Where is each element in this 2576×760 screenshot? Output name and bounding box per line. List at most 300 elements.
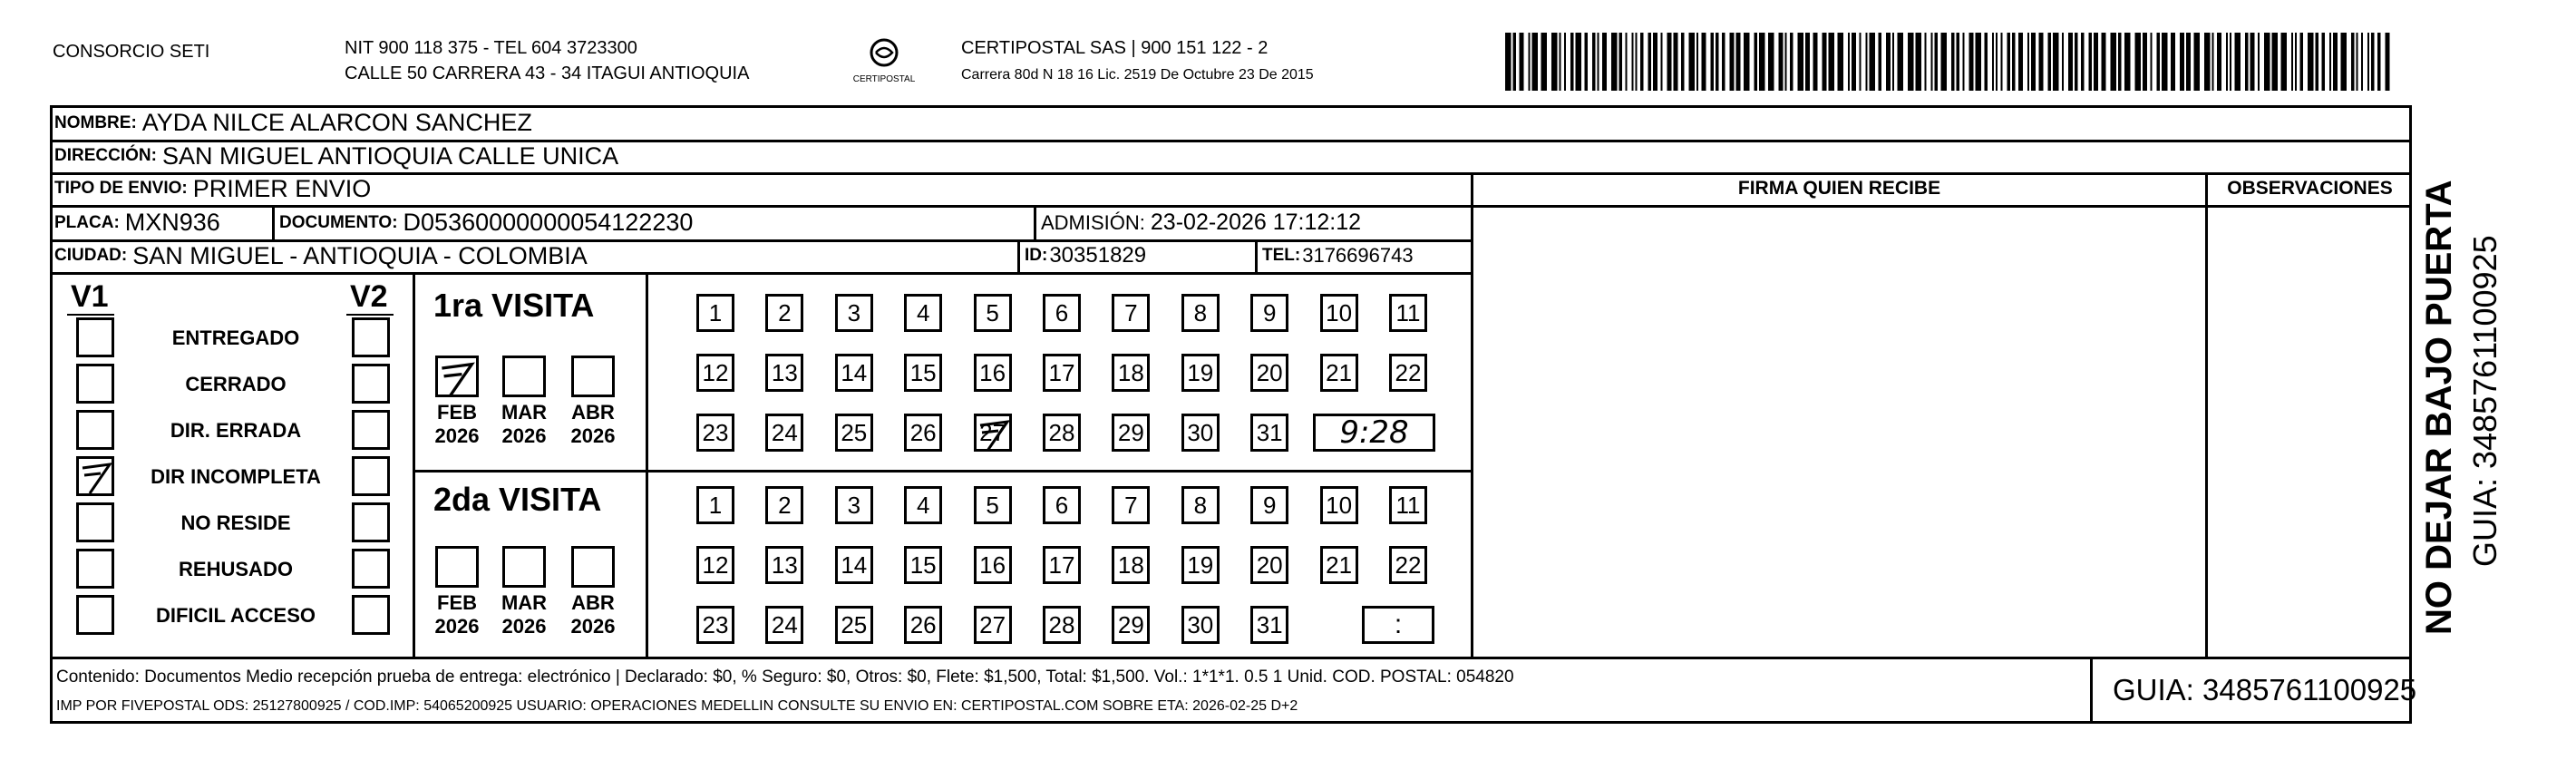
barcode-bar: [2291, 33, 2293, 91]
day-box[interactable]: [1181, 546, 1220, 584]
barcode-bar: [1632, 33, 1634, 91]
day-number: 6: [1055, 298, 1069, 326]
status-label: DIR INCOMPLETA: [151, 465, 321, 488]
day-number: 2: [778, 491, 792, 519]
barcode-bar: [1696, 33, 1698, 91]
barcode-bar: [1963, 33, 1965, 91]
recipient-name: AYDA NILCE ALARCON SANCHEZ: [141, 109, 532, 136]
barcode-bar: [1541, 33, 1548, 91]
day-box[interactable]: [1181, 354, 1220, 392]
barcode-bar: [2386, 33, 2390, 91]
month-checkbox[interactable]: [571, 546, 615, 588]
barcode-bar: [1513, 33, 1517, 91]
day-box[interactable]: [904, 606, 942, 644]
barcode-bar: [2204, 33, 2211, 91]
barcode-bar: [1992, 33, 1994, 91]
barcode-bar: [1935, 33, 1939, 91]
barcode-bar: [1866, 33, 1868, 91]
barcode-bar: [1505, 33, 1512, 91]
day-number: 26: [909, 418, 937, 446]
day-number: 29: [1117, 610, 1144, 638]
day-number: 13: [771, 551, 798, 579]
address-row: [54, 140, 618, 172]
day-number: 8: [1193, 491, 1208, 519]
barcode-bar: [1711, 33, 1715, 91]
barcode-bar: [1886, 33, 1891, 91]
barcode-bar: [2012, 33, 2016, 91]
day-number: 14: [841, 551, 868, 579]
barcode-bar: [1870, 33, 1876, 91]
first-visit-time-box[interactable]: [1313, 414, 1435, 452]
barcode-bar: [2281, 33, 2288, 91]
day-box[interactable]: [835, 486, 873, 524]
barcode-bar: [2102, 33, 2106, 91]
day-number: 10: [1326, 491, 1353, 519]
company-address: CALLE 50 CARRERA 43 - 34 ITAGUI ANTIOQUIA: [345, 63, 750, 83]
first-visit-title: 1ra VISITA: [433, 287, 595, 324]
check-mark-icon: [977, 416, 1013, 453]
day-number: 14: [841, 358, 868, 386]
barcode-bar: [1969, 33, 1974, 91]
status-v1-checkbox[interactable]: [76, 410, 114, 450]
day-box[interactable]: [835, 546, 873, 584]
day-box[interactable]: [1043, 546, 1081, 584]
barcode-bar: [1892, 33, 1894, 91]
day-number: 19: [1187, 551, 1214, 579]
barcode-bar: [2250, 33, 2255, 91]
barcode-bar: [1996, 33, 1998, 91]
day-box[interactable]: [1320, 486, 1358, 524]
day-box[interactable]: [1112, 414, 1150, 452]
day-box[interactable]: [974, 414, 1012, 452]
day-number: 31: [1256, 418, 1283, 446]
status-v2-checkbox[interactable]: [352, 410, 390, 450]
company-name: CONSORCIO SETI: [53, 42, 210, 62]
tel-value: 3176696743: [1302, 244, 1414, 267]
month-name: ABR: [571, 401, 615, 424]
barcode-bar: [2135, 33, 2142, 91]
day-number: 3: [847, 298, 861, 326]
ship-type: PRIMER ENVIO: [192, 174, 372, 202]
name-row: [54, 106, 532, 140]
barcode-bar: [1985, 33, 1988, 91]
barcode-bar: [2371, 33, 2375, 91]
day-number: 18: [1117, 551, 1144, 579]
day-box[interactable]: [1250, 294, 1288, 332]
day-box[interactable]: [696, 354, 734, 392]
barcode-bar: [2351, 33, 2355, 91]
day-box[interactable]: [1112, 354, 1150, 392]
status-v1-checkbox[interactable]: [76, 502, 114, 542]
barcode-bar: [2081, 33, 2085, 91]
barcode-bar: [1529, 33, 1531, 91]
barcode-bar: [1520, 33, 1524, 91]
city-value: SAN MIGUEL - ANTIOQUIA - COLOMBIA: [132, 241, 588, 269]
barcode-bar: [2329, 33, 2331, 91]
day-box[interactable]: [765, 354, 803, 392]
barcode-bar: [1716, 33, 1719, 91]
footer-contents: Contenido: Documentos Medio recepción prueba de entrega: electrónico | Declarado: $0, % Seguro: $0, Otros: $0, Flete: $1,500, Total: $1,500. Vol.: 1*1*1. 0.5 1 Unid. COD. POSTAL: 054820: [56, 667, 1514, 687]
barcode-bar: [2245, 33, 2249, 91]
barcode-bar: [1640, 33, 1644, 91]
status-label: ENTREGADO: [171, 326, 300, 349]
plate-cell: [54, 206, 220, 239]
status-v2-checkbox[interactable]: [352, 549, 390, 589]
day-box[interactable]: [1181, 414, 1220, 452]
day-box[interactable]: [1043, 486, 1081, 524]
tel-label: TEL:: [1262, 246, 1301, 265]
month-checkbox[interactable]: [502, 546, 546, 588]
day-box[interactable]: [696, 294, 734, 332]
day-box[interactable]: [1250, 354, 1288, 392]
day-number: 10: [1326, 298, 1353, 326]
day-number: 19: [1187, 358, 1214, 386]
day-number: 30: [1187, 418, 1214, 446]
month-label: [425, 401, 489, 448]
barcode-bar: [2322, 33, 2326, 91]
barcode-bar: [2333, 33, 2338, 91]
barcode-bar: [2151, 33, 2153, 91]
status-v1-checkbox[interactable]: [76, 317, 114, 357]
barcode-bar: [2157, 33, 2161, 91]
barcode-bar: [1976, 33, 1982, 91]
barcode-bar: [2075, 33, 2078, 91]
day-box[interactable]: [1181, 606, 1220, 644]
barcode-bar: [1813, 33, 1818, 91]
day-box[interactable]: [1389, 486, 1427, 524]
plate-value: MXN936: [124, 209, 220, 236]
status-v2-checkbox[interactable]: [352, 317, 390, 357]
carrier-name: CERTIPOSTAL SAS | 900 151 122 - 2: [961, 38, 1269, 58]
day-number: 15: [909, 358, 937, 386]
day-box[interactable]: [765, 414, 803, 452]
month-name: MAR: [501, 591, 548, 614]
ship-type-label: TIPO DE ENVIO:: [54, 179, 188, 198]
day-box[interactable]: [904, 486, 942, 524]
month-checkbox[interactable]: [435, 546, 479, 588]
side-warning: NO DEJAR BAJO PUERTA: [2419, 180, 2459, 635]
month-label: [561, 401, 625, 448]
barcode-bar: [1592, 33, 1596, 91]
month-name: FEB: [437, 591, 477, 614]
day-number: 23: [702, 610, 729, 638]
barcode-bar: [2180, 33, 2184, 91]
admission-cell: [1041, 206, 1361, 239]
id-value: 30351829: [1049, 243, 1147, 268]
status-label: DIFICIL ACCESO: [155, 604, 316, 627]
barcode-bar: [1805, 33, 1810, 91]
barcode-bar: [1619, 33, 1623, 91]
day-box[interactable]: [1043, 414, 1081, 452]
barcode-bar: [1823, 33, 1827, 91]
barcode-bar: [1838, 33, 1844, 91]
admission-value: 23-02-2026 17:12:12: [1150, 209, 1362, 235]
barcode-bar: [1860, 33, 1862, 91]
barcode-bar: [2171, 33, 2175, 91]
month-year: 2026: [434, 424, 480, 447]
day-box[interactable]: [1181, 294, 1220, 332]
day-box[interactable]: [835, 294, 873, 332]
barcode-bar: [1667, 33, 1672, 91]
day-box[interactable]: [1043, 606, 1081, 644]
barcode-bar: [2162, 33, 2168, 91]
side-guia: GUIA: 3485761100925: [2466, 235, 2503, 567]
day-number: 27: [979, 610, 1006, 638]
footer-guia: GUIA: 3485761100925: [2113, 673, 2417, 706]
day-number: 18: [1117, 358, 1144, 386]
day-box[interactable]: [974, 486, 1012, 524]
v1-header: V1: [71, 279, 109, 314]
day-box[interactable]: [904, 546, 942, 584]
day-number: 23: [702, 418, 729, 446]
month-label: [425, 591, 489, 638]
barcode-bar: [2258, 33, 2260, 91]
day-number: 17: [1048, 551, 1075, 579]
day-number: 5: [986, 298, 999, 326]
barcode-bar: [1925, 33, 1927, 91]
barcode-bar: [1768, 33, 1774, 91]
barcode-bar: [1736, 33, 1741, 91]
day-box[interactable]: [1250, 486, 1288, 524]
status-label: REHUSADO: [179, 558, 293, 580]
day-box[interactable]: [1250, 546, 1288, 584]
v2-header: V2: [350, 279, 388, 314]
day-number: 3: [847, 491, 861, 519]
company-nit: NIT 900 118 375 - TEL 604 3723300: [345, 38, 637, 58]
barcode-bar: [2367, 33, 2369, 91]
first-visit-time: 9:28: [1339, 414, 1409, 451]
barcode-bar: [1626, 33, 1628, 91]
day-number: 28: [1048, 610, 1075, 638]
barcode-bar: [2031, 33, 2036, 91]
day-box[interactable]: [765, 486, 803, 524]
barcode-bar: [2094, 33, 2098, 91]
barcode-bar: [1551, 33, 1558, 91]
barcode-bar: [1759, 33, 1765, 91]
document-label: DOCUMENTO:: [279, 212, 398, 232]
day-number: 2: [778, 298, 792, 326]
day-box[interactable]: [1043, 294, 1081, 332]
barcode-bar: [1702, 33, 1706, 91]
plate-label: PLACA:: [54, 212, 120, 232]
barcode-bar: [1916, 33, 1922, 91]
barcode-bar: [2118, 33, 2122, 91]
certipostal-logo: [843, 34, 925, 89]
day-number: 12: [702, 358, 729, 386]
status-v2-checkbox[interactable]: [352, 364, 390, 404]
day-number: 24: [771, 418, 798, 446]
logo-wordmark: CERTIPOSTAL: [852, 74, 916, 84]
barcode-bar: [2027, 33, 2029, 91]
month-checkbox[interactable]: [571, 356, 615, 397]
barcode-bar: [1898, 33, 1904, 91]
day-box[interactable]: [835, 414, 873, 452]
day-box[interactable]: [974, 294, 1012, 332]
day-number: 26: [909, 610, 937, 638]
day-box[interactable]: [974, 606, 1012, 644]
month-checkbox[interactable]: [502, 356, 546, 397]
status-v1-checkbox[interactable]: [76, 549, 114, 589]
month-year: 2026: [570, 424, 616, 447]
month-year: 2026: [570, 615, 616, 638]
day-number: 5: [986, 491, 999, 519]
day-box[interactable]: [835, 354, 873, 392]
day-box[interactable]: [1112, 486, 1150, 524]
barcode-bar: [1790, 33, 1793, 91]
barcode-bar: [1689, 33, 1696, 91]
ship-type-row: [54, 172, 371, 205]
day-box[interactable]: [765, 546, 803, 584]
status-v1-checkbox[interactable]: [76, 456, 114, 496]
barcode-bar: [2186, 33, 2191, 91]
second-visit-time: :: [1394, 609, 1403, 639]
day-box[interactable]: [904, 354, 942, 392]
document-value: D05360000000054122230: [403, 209, 694, 236]
check-mark-icon: [438, 358, 478, 398]
barcode-bar: [1602, 33, 1607, 91]
day-box[interactable]: [1112, 606, 1150, 644]
barcode-bar: [2124, 33, 2131, 91]
barcode-bar: [1661, 33, 1663, 91]
barcode-bar: [2143, 33, 2147, 91]
barcode-bar: [1879, 33, 1882, 91]
day-box[interactable]: [696, 414, 734, 452]
barcode-bar: [1744, 33, 1750, 91]
second-visit-time-box[interactable]: [1362, 606, 1434, 644]
day-box[interactable]: [1320, 294, 1358, 332]
recipient-address: SAN MIGUEL ANTIOQUIA CALLE UNICA: [161, 141, 619, 170]
day-box[interactable]: [1112, 294, 1150, 332]
barcode-bar: [1598, 33, 1599, 91]
barcode: [1505, 33, 2394, 91]
barcode-bar: [2341, 33, 2348, 91]
day-box[interactable]: [765, 294, 803, 332]
day-box[interactable]: [974, 546, 1012, 584]
day-box[interactable]: [904, 414, 942, 452]
day-box[interactable]: [974, 354, 1012, 392]
day-number: 4: [916, 298, 930, 326]
barcode-bar: [1848, 33, 1850, 91]
day-number: 7: [1124, 298, 1138, 326]
barcode-bar: [1730, 33, 1735, 91]
barcode-bar: [1722, 33, 1725, 91]
day-box[interactable]: [1389, 294, 1427, 332]
day-number: 8: [1193, 298, 1208, 326]
day-number: 22: [1395, 551, 1422, 579]
day-number: 31: [1256, 610, 1283, 638]
day-number: 28: [1048, 418, 1075, 446]
barcode-bar: [1576, 33, 1582, 91]
barcode-bar: [2068, 33, 2073, 91]
day-box[interactable]: [1181, 486, 1220, 524]
day-box[interactable]: [835, 606, 873, 644]
city-label: CIUDAD:: [54, 246, 128, 265]
footer-print-line: IMP POR FIVEPOSTAL ODS: 25127800925 / COD.IMP: 54065200925 USUARIO: OPERACIONES MEDELLIN CONSULTE SU ENVIO EN: CERTIPOSTAL.COM SOBRE ETA: 2026-02-25 D+2: [56, 698, 1298, 714]
barcode-bar: [2062, 33, 2064, 91]
signature-column-header: FIRMA QUIEN RECIBE: [1737, 178, 1941, 199]
status-v1-checkbox[interactable]: [76, 364, 114, 404]
barcode-bar: [2308, 33, 2314, 91]
admission-label: ADMISIÓN:: [1041, 210, 1145, 234]
barcode-bar: [2235, 33, 2241, 91]
day-box[interactable]: [1112, 546, 1150, 584]
status-v2-checkbox[interactable]: [352, 595, 390, 635]
barcode-bar: [1653, 33, 1657, 91]
day-box[interactable]: [1389, 546, 1427, 584]
day-box[interactable]: [1320, 546, 1358, 584]
barcode-bar: [1755, 33, 1758, 91]
day-box[interactable]: [1250, 606, 1288, 644]
id-cell: [1025, 239, 1146, 272]
day-box[interactable]: [1320, 354, 1358, 392]
status-v1-checkbox[interactable]: [76, 595, 114, 635]
month-year: 2026: [501, 615, 547, 638]
barcode-bar: [2007, 33, 2011, 91]
month-label: [561, 591, 625, 638]
day-box[interactable]: [696, 546, 734, 584]
barcode-bar: [1852, 33, 1856, 91]
day-number: 27: [979, 418, 1006, 446]
month-name: MAR: [501, 401, 548, 424]
day-number: 9: [1262, 298, 1277, 326]
barcode-bar: [1611, 33, 1618, 91]
status-label: CERRADO: [185, 373, 287, 395]
day-box[interactable]: [904, 294, 942, 332]
day-box[interactable]: [1250, 414, 1288, 452]
barcode-bar: [2217, 33, 2221, 91]
status-label: NO RESIDE: [180, 512, 291, 534]
day-number: 16: [979, 551, 1006, 579]
second-visit-title: 2da VISITA: [433, 481, 602, 518]
month-checkbox[interactable]: [435, 356, 479, 397]
day-number: 13: [771, 358, 798, 386]
day-box[interactable]: [1043, 354, 1081, 392]
barcode-bar: [2089, 33, 2093, 91]
barcode-bar: [2048, 33, 2052, 91]
barcode-bar: [1785, 33, 1787, 91]
day-number: 29: [1117, 418, 1144, 446]
day-number: 17: [1048, 358, 1075, 386]
day-number: 1: [708, 298, 723, 326]
barcode-bar: [2194, 33, 2201, 91]
day-number: 11: [1395, 491, 1421, 519]
city-cell: [54, 239, 588, 272]
status-v2-checkbox[interactable]: [352, 456, 390, 496]
day-number: 20: [1256, 358, 1283, 386]
barcode-bar: [1636, 33, 1638, 91]
month-year: 2026: [434, 615, 480, 638]
barcode-bar: [2264, 33, 2270, 91]
barcode-bar: [1957, 33, 1960, 91]
barcode-bar: [2272, 33, 2279, 91]
barcode-bar: [1585, 33, 1589, 91]
day-number: 9: [1262, 491, 1277, 519]
barcode-bar: [1951, 33, 1955, 91]
barcode-bar: [2212, 33, 2214, 91]
day-number: 16: [979, 358, 1006, 386]
day-box[interactable]: [765, 606, 803, 644]
carrier-license: Carrera 80d N 18 16 Lic. 2519 De Octubre 23 De 2015: [961, 67, 1314, 83]
day-box[interactable]: [696, 486, 734, 524]
day-number: 22: [1395, 358, 1422, 386]
day-box[interactable]: [696, 606, 734, 644]
status-v2-checkbox[interactable]: [352, 502, 390, 542]
day-box[interactable]: [1389, 354, 1427, 392]
day-number: 24: [771, 610, 798, 638]
barcode-bar: [2001, 33, 2003, 91]
day-number: 21: [1326, 551, 1353, 579]
check-mark-icon: [79, 459, 115, 495]
